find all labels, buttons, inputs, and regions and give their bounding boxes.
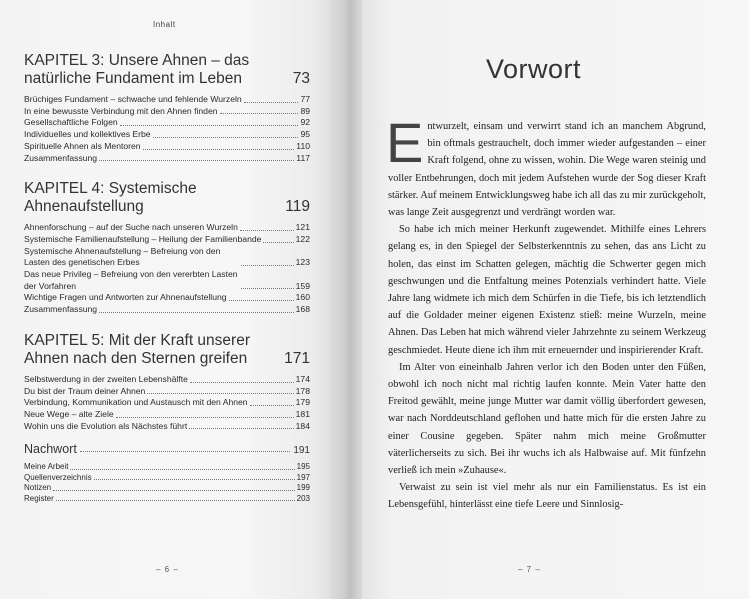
toc-entry — [24, 386, 310, 398]
toc-entry — [24, 94, 310, 106]
toc-entry-page: 168 — [295, 304, 310, 315]
toc-entry — [24, 246, 310, 269]
leader-dots — [56, 500, 295, 501]
toc-entry-text: In eine bewusste Verbindung mit den Ahnen finden — [24, 105, 218, 116]
leader-dots — [189, 428, 293, 429]
toc-entry-text: Verbindung, Kommunikation und Austausch mit den Ahnen — [24, 397, 248, 408]
leader-dots — [190, 382, 294, 383]
toc-entry-text: Selbstwerdung in der zweiten Lebenshälfte — [24, 373, 188, 384]
toc-entry — [24, 462, 310, 473]
toc-entry-page: 95 — [300, 129, 310, 140]
chapter-heading — [24, 332, 310, 368]
chapter-page-number: 73 — [292, 70, 310, 87]
toc-entry-text: Register — [24, 493, 54, 503]
toc-chapter-5 — [24, 332, 310, 433]
leader-dots — [116, 417, 294, 418]
toc-entry-page: 199 — [296, 483, 310, 493]
leader-dots — [120, 125, 299, 126]
toc-entry-text: Wichtige Fragen und Antworten zur Ahnenaufstellung — [24, 292, 227, 303]
chapter-title: KAPITEL 5: Mit der Kraft unserer Ahnen nach den Sternen greifen — [24, 331, 250, 367]
toc-entry-text: Brüchiges Fundament – schwache und fehlende Wurzeln — [24, 94, 242, 104]
toc-nachwort — [24, 442, 310, 456]
toc-end-list — [24, 462, 310, 504]
chapter-title: KAPITEL 3: Unsere Ahnen – das natürliche Fundament im Leben — [24, 52, 250, 87]
toc-entry-page: 195 — [296, 462, 310, 472]
toc-entry — [24, 222, 310, 234]
toc-entry — [24, 473, 310, 484]
toc-entry-page: 160 — [295, 292, 310, 303]
toc-entry-page: 184 — [295, 420, 310, 431]
running-head: Inhalt — [153, 20, 176, 29]
toc-entry-page: 122 — [295, 233, 310, 244]
table-of-contents — [24, 52, 310, 504]
paragraph: So habe ich mich meiner Herkunft zugewendet. Mithilfe eines Lehrers gelang es, in den Spiegel der Selbsterkenntnis zu sehen, das ans Licht zu holen, das einst im Schatten gelegen, mächtig die Schwerter gegen mich geschwungen und die Entfaltung meines Potenzials verhindert hatte. Viele Jahre lang widmete ich mich dem Schürfen in die Tiefe, bis ich letztendlich auf die Goldader meiner eigenen Existenz stieß: meine Wurzeln, meine Ahnen. Das Leben hat mich während vieler Jahrzehnte zu seinem Werkzeug geschmiedet. Heute diene ich ihm mit erneuernder und inspirierender Kraft. — [388, 224, 706, 356]
leader-dots — [240, 230, 294, 231]
toc-entry-text: Individuelles und kollektives Erbe — [24, 129, 151, 140]
leader-dots — [229, 300, 294, 301]
toc-entry-text: Du bist der Traum deiner Ahnen — [24, 385, 146, 396]
toc-entry — [24, 141, 310, 153]
chapter-title: KAPITEL 4: Systemische Ahnenaufstellung — [24, 180, 197, 216]
toc-chapter-4 — [24, 180, 310, 316]
toc-entry-page: 117 — [296, 152, 310, 163]
toc-entry-page: 174 — [295, 373, 310, 384]
leader-dots — [241, 288, 294, 289]
paragraph — [386, 111, 706, 221]
leader-dots — [99, 160, 294, 161]
chapter-page-number: 171 — [284, 349, 310, 367]
toc-entry-page: 123 — [295, 257, 310, 268]
toc-entry-text: Neue Wege – alte Ziele — [24, 408, 114, 419]
leader-dots — [70, 469, 294, 470]
leader-dots — [263, 242, 293, 243]
leader-dots — [143, 149, 295, 150]
toc-entry — [24, 304, 310, 316]
toc-entry-page: 178 — [295, 385, 310, 396]
chapter-heading — [24, 180, 310, 216]
nachwort-title: Nachwort — [24, 442, 77, 457]
toc-entry — [24, 106, 310, 118]
leader-dots — [250, 405, 294, 406]
toc-entry — [24, 117, 310, 129]
paragraph-text: ntwurzelt, einsam und verwirrt stand ich an manchem Abgrund, bin oftmals gestrauchelt, doch immer wieder aufgestanden – einer Kraft folgend, ohne zu wissen, wohin. Die Wege waren steinig und voller Entbehrungen, doch mit jedem Aufstehen wurde der Sog dieser Kraft stärker. Auf meinem Entwicklungsweg habe ich all das zu mir zurückgeholt, was lange Zeit ausgegrenzt und verdrängt worden war. — [388, 121, 706, 219]
toc-entry — [24, 494, 310, 505]
toc-entry — [24, 397, 310, 409]
leader-dots — [220, 113, 299, 114]
toc-entry-page: 197 — [296, 472, 310, 482]
toc-entry-text: Systemische Ahnenaufstellung – Befreiung von den Lasten des genetischen Erbes — [24, 245, 221, 268]
toc-entry-page: 110 — [296, 140, 310, 151]
toc-entry — [24, 269, 310, 292]
toc-entry — [24, 153, 310, 165]
toc-entry — [24, 421, 310, 433]
page-number-left: – 6 – — [156, 565, 179, 574]
drop-cap: E — [386, 111, 424, 174]
toc-entry-page: 89 — [300, 105, 310, 116]
nachwort-page: 191 — [293, 445, 310, 457]
page-number-right: – 7 – — [518, 565, 541, 574]
toc-entry-page: 181 — [295, 408, 310, 419]
leader-dots — [99, 312, 294, 313]
toc-entry-text: Wohin uns die Evolution als Nächstes führt — [24, 420, 188, 431]
leader-dots — [53, 490, 295, 491]
toc-entry — [24, 292, 310, 304]
left-page — [0, 0, 340, 599]
toc-entry-text: Gesellschaftliche Folgen — [24, 117, 118, 128]
toc-entry-text: Quellenverzeichnis — [24, 472, 92, 482]
toc-entry-page: 92 — [300, 117, 310, 128]
toc-entry-text: Das neue Privileg – Befreiung von den vererbten Lasten der Vorfahren — [24, 269, 238, 291]
leader-dots — [241, 265, 294, 266]
toc-entry-page: 159 — [295, 280, 310, 291]
toc-entry-text: Notizen — [24, 483, 52, 493]
toc-entry-text: Spirituelle Ahnen als Mentoren — [24, 140, 141, 151]
toc-entry-text: Meine Arbeit — [24, 462, 69, 472]
toc-entry-page: 203 — [296, 493, 310, 503]
body-text — [386, 111, 706, 514]
right-page — [362, 0, 749, 599]
leader-dots — [153, 137, 299, 138]
paragraph: Verwaist zu sein ist viel mehr als nur ein Familienstatus. Es ist ein Lebensgefühl, hinterlässt eine tiefe Leere und Sinnlosig- — [388, 482, 706, 511]
toc-entry-page: 77 — [300, 94, 310, 104]
leader-dots — [147, 393, 293, 394]
section-title: Vorwort — [486, 54, 582, 84]
toc-entry — [24, 129, 310, 141]
toc-entry — [24, 409, 310, 421]
toc-entry-page: 121 — [295, 222, 310, 233]
leader-dots — [94, 479, 295, 480]
chapter-page-number: 119 — [285, 198, 310, 216]
paragraph: Im Alter von eineinhalb Jahren verlor ich den Boden unter den Füßen, obwohl ich noch nicht mal richtig laufen konnte. Mein Vater hatte den Freitod gewählt, meine junge Mutter war damit völlig überfordert gewesen, war nach Norddeutschland geflohen und hatte mich für die ersten Jahre zu einer Cousine gegeben. Später nahm mich meine Großmutter väterlicherseits zu sich. Bei ihr wuchs ich als Halbwaise auf. Mit fünfzehn verließ ich mein »Zuhause«. — [388, 361, 706, 477]
toc-entry-page: 179 — [295, 397, 310, 408]
toc-entry — [24, 483, 310, 494]
toc-entry — [24, 374, 310, 386]
toc-chapter-3 — [24, 52, 310, 164]
leader-dots — [244, 102, 299, 103]
toc-entry-text: Systemische Familienaufstellung – Heilung der Familienbande — [24, 233, 262, 244]
toc-entry-text: Ahnenforschung – auf der Suche nach unseren Wurzeln — [24, 222, 238, 233]
toc-entry — [24, 234, 310, 246]
leader-dots — [80, 451, 291, 452]
chapter-heading — [24, 52, 310, 88]
toc-entry-text: Zusammenfassung — [24, 152, 98, 163]
toc-entry-text: Zusammenfassung — [24, 304, 98, 315]
